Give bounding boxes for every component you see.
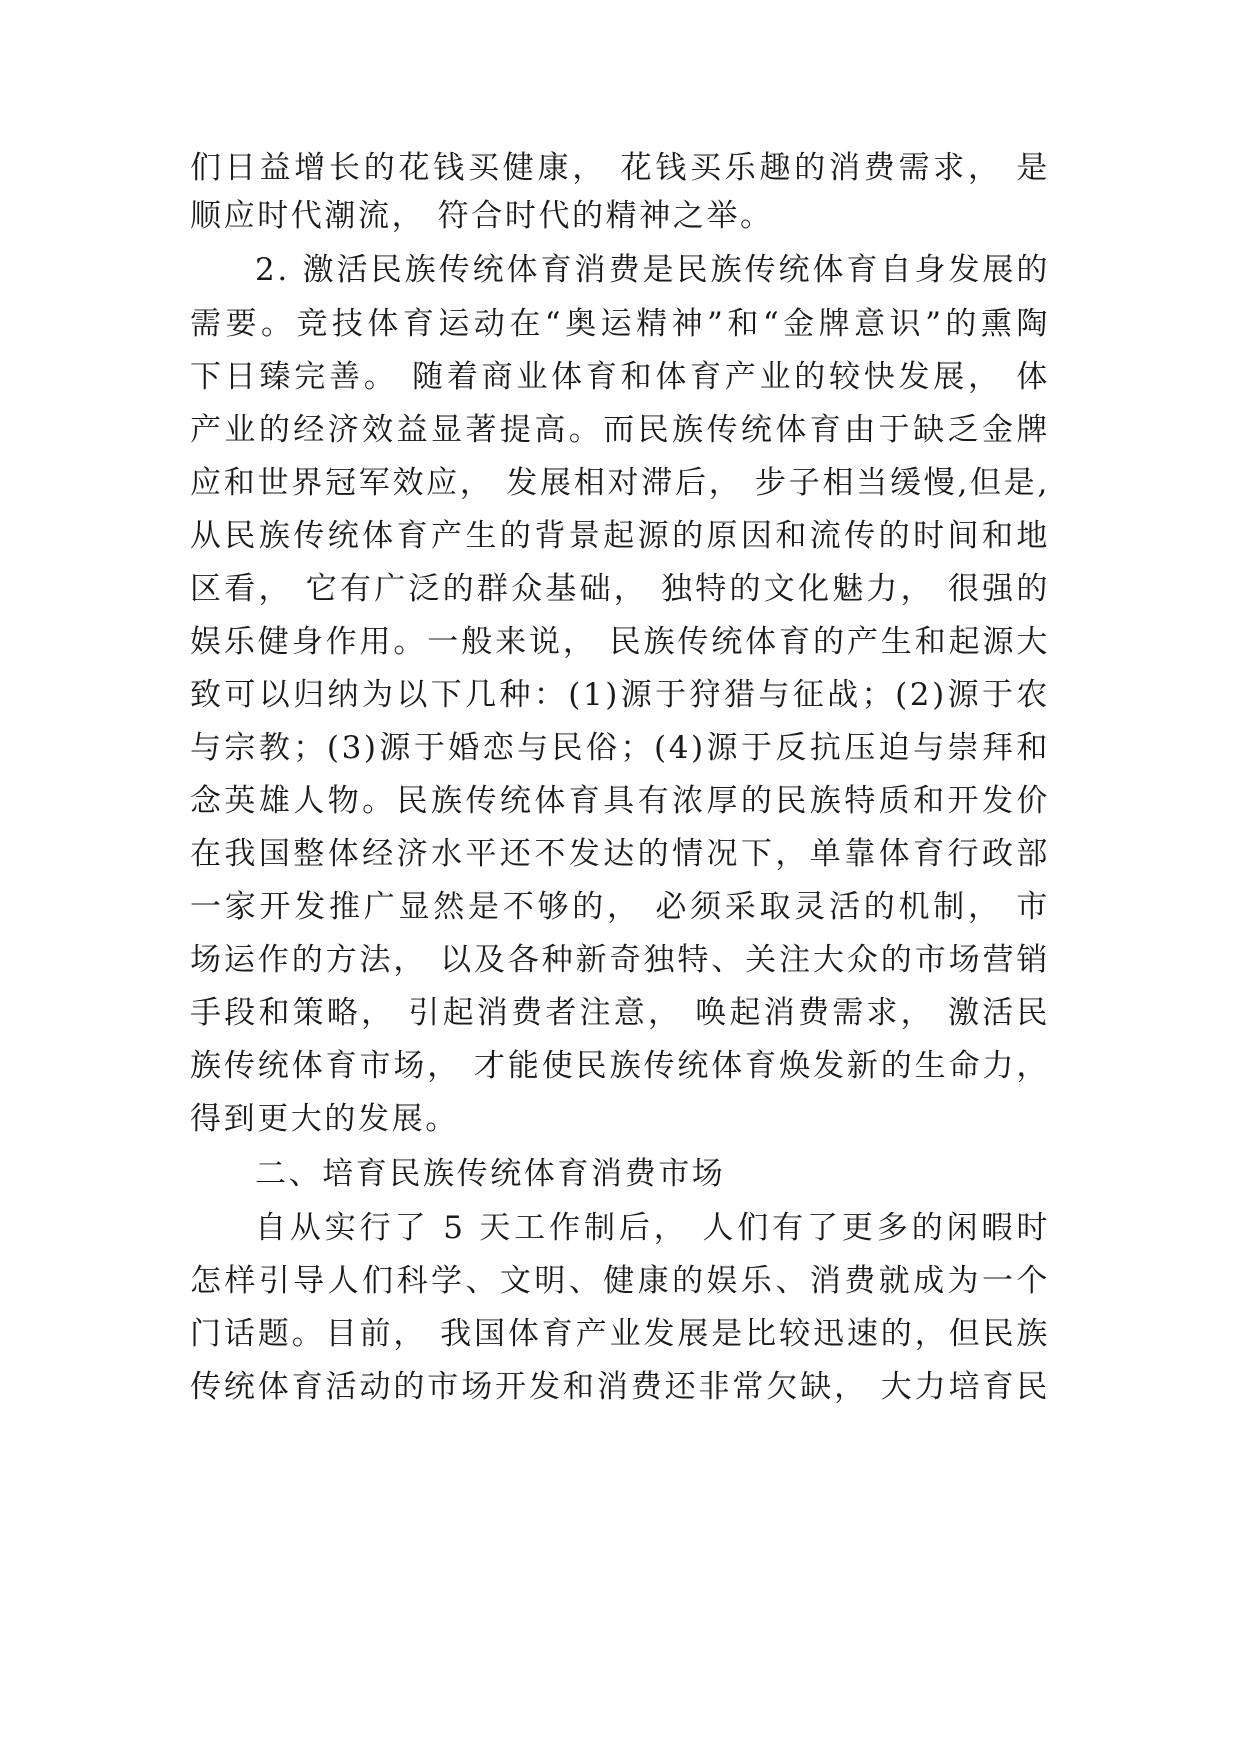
text-line: 产业的经济效益显著提高。而民族传统体育由于缺乏金牌 [190,412,1050,448]
text-line: 需要。竞技体育运动在“奥运精神”和“金牌意识”的熏陶 [190,306,1050,342]
text-line: 怎样引导人们科学、文明、健康的娱乐、消费就成为一个 [190,1263,1050,1299]
text-line: 与宗教；(3)源于婚恋与民俗；(4)源于反抗压迫与崇拜和 [190,730,1050,766]
text-line: 得到更大的发展。 [190,1101,459,1137]
text-line: 娱乐健身作用。一般来说， 民族传统体育的产生和起源大 [190,624,1050,660]
text-line: 在我国整体经济水平还不发达的情况下，单靠体育行政部 [190,836,1050,872]
text-line: 顺应时代潮流， 符合时代的精神之举。 [190,198,774,234]
text-line: 应和世界冠军效应， 发展相对滞后， 步子相当缓慢,但是, [190,465,1050,501]
text-line: 2. 激活民族传统体育消费是民族传统体育自身发展的 [255,252,1050,288]
text-line: 念英雄人物。民族传统体育具有浓厚的民族特质和开发价 [190,783,1050,819]
text-line: 从民族传统体育产生的背景起源的原因和流传的时间和地 [190,518,1050,554]
text-line: 下日臻完善。 随着商业体育和体育产业的较快发展， 体 [190,359,1050,395]
text-line: 手段和策略， 引起消费者注意， 唤起消费需求， 激活民 [190,995,1050,1031]
text-line: 场运作的方法， 以及各种新奇独特、关注大众的市场营销 [190,942,1050,978]
text-line: 门话题。目前， 我国体育产业发展是比较迅速的，但民族 [190,1316,1050,1352]
text-line: 一家开发推广显然是不够的， 必须采取灵活的机制， 市 [190,889,1050,925]
text-line: 传统体育活动的市场开发和消费还非常欠缺， 大力培育民 [190,1369,1050,1405]
text-line: 们日益增长的花钱买健康， 花钱买乐趣的消费需求， 是 [190,150,1050,186]
text-line: 族传统体育市场， 才能使民族传统体育焕发新的生命力， [190,1048,1050,1084]
text-line: 致可以归纳为以下几种：(1)源于狩猎与征战；(2)源于农 [190,677,1050,713]
text-line: 区看， 它有广泛的群众基础， 独特的文化魅力， 很强的 [190,571,1050,607]
section-heading: 二、培育民族传统体育消费市场 [255,1156,726,1192]
text-line: 自从实行了 5 天工作制后， 人们有了更多的闲暇时 [255,1210,1050,1246]
